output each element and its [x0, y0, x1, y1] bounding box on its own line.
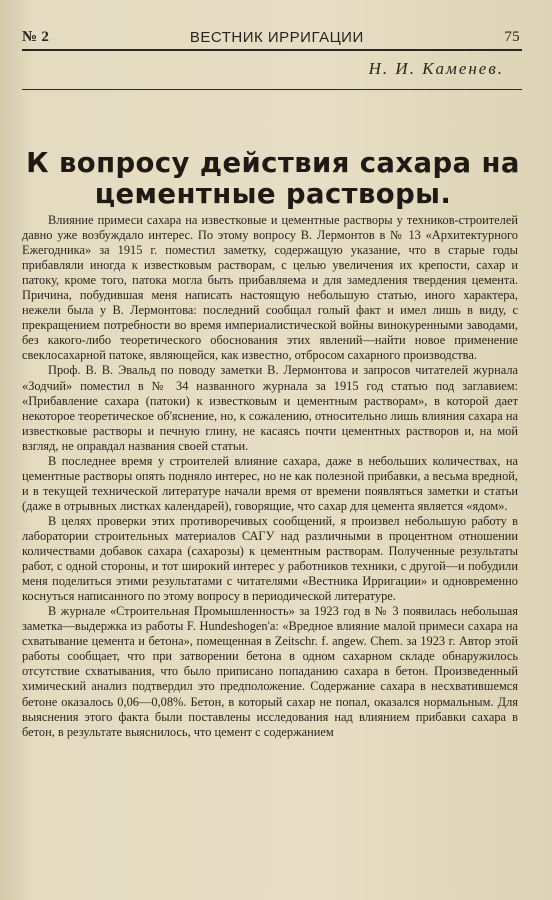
article-author: Н. И. Каменев. [368, 59, 504, 78]
article-title: К вопросу действия сахара на цементные растворы. [26, 147, 520, 210]
header-rule [22, 49, 522, 51]
paragraph: Проф. В. В. Эвальд по поводу заметки В. Лермонтова и запросов читателей журнала «Зодчий» поместил в № 34 названного журнала за 1915 год статью под заглавием: «Прибавление сахара (патоки) к известковым и цементным растворам», в которой дает некоторое теоретическое об'яснение, но, к сожалению, относительно лишь влияния сахара на известковые растворы и печную глину, не касаясь почти цементных растворов и, на мой взгляд, не оправдал названия своей статьи. [22, 363, 518, 453]
running-header [22, 24, 520, 46]
paragraph: В целях проверки этих противоречивых сообщений, я произвел небольшую работу в лаборатории строительных материалов САГУ над различными в процентном отношении количествами добавок сахара (сахарозы) к цементным растворам. Полученные результаты работ, с одной стороны, и тот широкий интерес у работников техники, с другой—и побудили меня поделиться этими результатами с читателями «Вестника Ирригации» и одновременно коснуться написанного по этому вопросу в периодической литературе. [22, 513, 518, 604]
journal-title: ВЕСТНИК ИРРИГАЦИИ [189, 29, 364, 46]
author-rule [22, 89, 522, 90]
issue-number: № 2 [22, 29, 50, 45]
paragraph: Влияние примеси сахара на известковые и цементные растворы у техников-строителей давно уже возбуждало интерес. По этому вопросу В. Лермонтов в № 13 «Архитектурного Ежегодника» за 1915 г. поместил заметку, содержащую указание, что в старые годы прибавляли иногда к известковым растворам, с целью увеличения их крепости, сахар и патоку, кроме того, патока могла быть прибавляема и для замедления твердения цемента. Причина, побудившая меня написать настоящую небольшую статью, иного характера, нежели была у В. Лермонтова: последний сообщал голый факт и имел лишь в виду, с прекращением потребности во время империалистической войны винокуренными заводами, без какого-либо теоретического обоснования этих явлений—найти новое применение свеклосахарной патоке, являющейся, как известно, отбросом сахарного производства. [22, 213, 518, 363]
article-body [22, 213, 518, 740]
page-number: 75 [504, 29, 520, 45]
paragraph: В последнее время у строителей влияние сахара, даже в небольших количествах, на цементные растворы опять подняло интерес, но не как полезной прибавки, а весьма вредной, и в текущей технической литературе начали время от времени появляться заметки и статьи (даже в отрывных листках календарей), говорящие, что сахар для цемента является «ядом». [22, 453, 518, 513]
paragraph: В журнале «Строительная Промышленность» за 1923 год в № 3 появилась небольшая заметка—выдержка из работы F. Hundeshogen'a: «Вредное влияние малой примеси сахара на схватывание цемента и бетона», помещенная в Zeitschr. f. angew. Chem. за 1923 г. Автор этой работы сообщает, что при затворении бетона в одном сахарном складе обнаружилось отсутствие схватывания, что было приписано попаданию сахара в бетон. Произведенный химический анализ подтвердил это предположение. Содержание сахара в несхватившемся бетоне оказалось 0,06—0,08%. Бетон, в который сахар не попал, оказался нормальным. Для выяснения этого факта были поставлены исследования над влиянием прибавки сахара в бетон, в результате выяснилось, что цемент с содержанием [22, 604, 518, 739]
